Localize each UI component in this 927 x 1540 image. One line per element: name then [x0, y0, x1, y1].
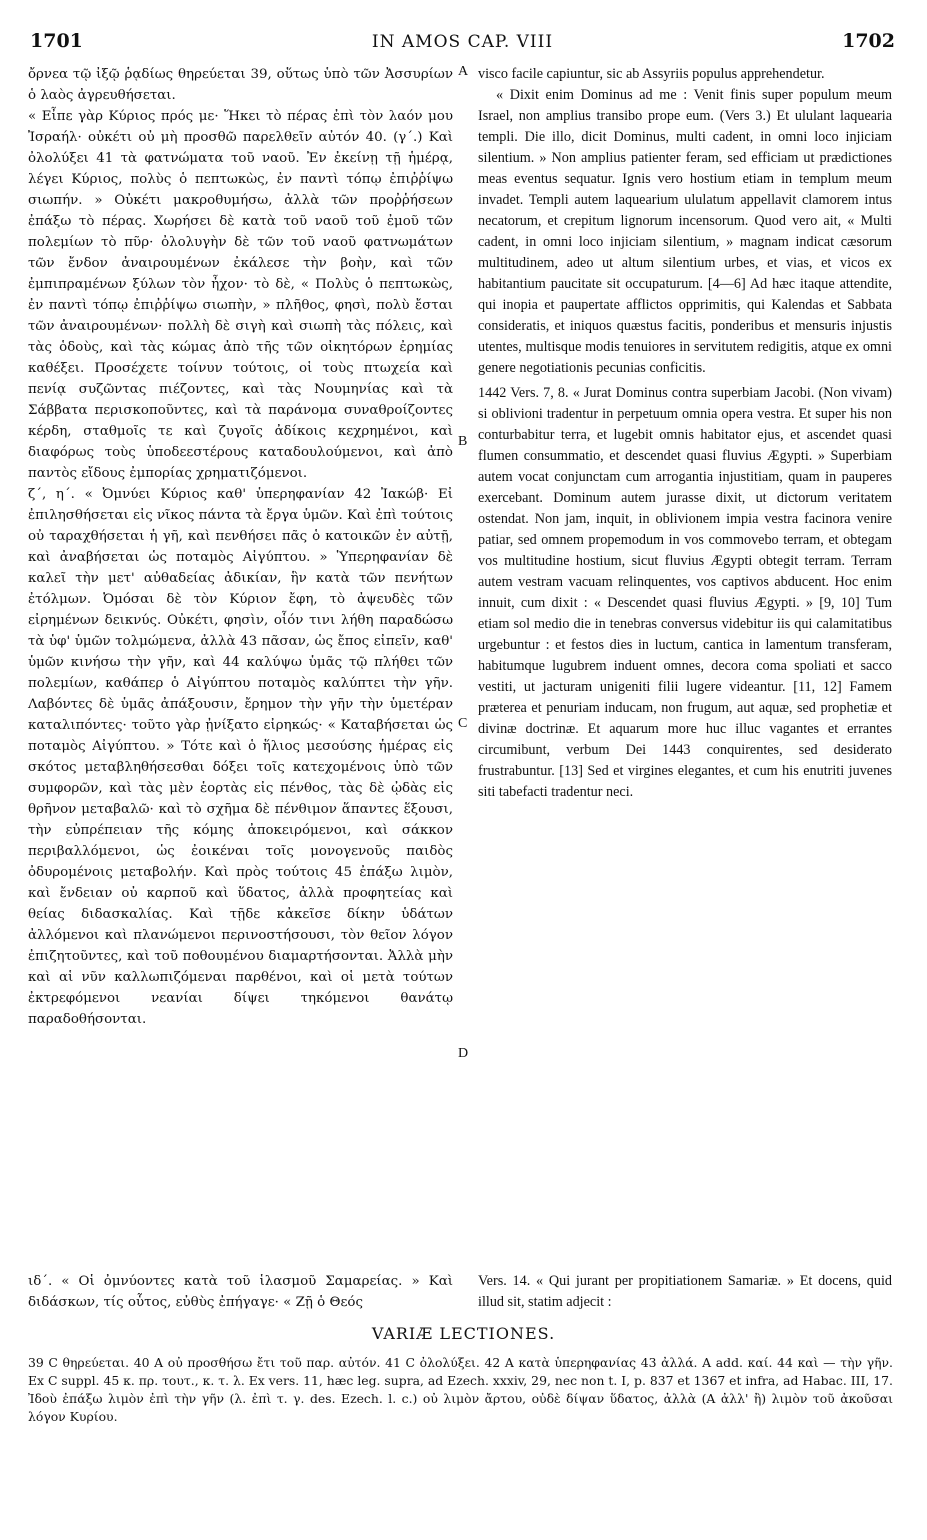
margin-letter-d: D [458, 1046, 469, 1061]
column-number-right: 1702 [842, 30, 895, 52]
latin-paragraph-2: « Dixit enim Dominus ad me : Venit finis super populum meum Israel, non amplius transibo prope eum. (Vers 3.) Et ululant laquearia templi. Die illo, dicit Dominus, multi cadent, in omni loco injiciam silentium. » Non amplius patienter feram, sed efficiam ut prædictiones meas eventus sequatur. Ignis vero hostium etiam in templum meum invadet. Templi autem laquearium ululatum appellavit clamorem intus necatorum, et crepitum lignorum incensorum. Quod vero ait, « Multi cadent, in omni loco injiciam silentium, » magnam indicat cæsorum multitudinem, adeo ut altum silentium urbes, et vias, et vicos ex habitantium paucitate sit occupaturum. [4—6] Ad hæc itaque attendite, qui inopia et paupertate afflictos opprimitis, qui Kalendas et Sabbata consideratis, et iniquos quæstus facitis, ponderibus et mensuris injustis utentes, multisque modis tenuiores in servitutem redigitis, atque ex omni genere negotiationis pecunias conficitis. [478, 87, 892, 376]
variae-lectiones-notes [28, 1354, 893, 1426]
greek-bottom-verse [28, 1271, 453, 1313]
column-number-left: 1701 [30, 30, 83, 52]
latin-bottom-text: Vers. 14. « Qui jurant per propitiationem Samariæ. » Et docens, quid illud sit, statim adjecit : [478, 1273, 892, 1310]
page-header [30, 30, 895, 60]
greek-paragraph-3: ζ΄, η΄. « Ὀμνύει Κύριος καθ' ὑπερηφανίαν 42 Ἰακώβ· Εἰ ἐπιλησθήσεται εἰς νῖκος πάντα τὰ ἔργα ὑμῶν. Καὶ ἐπὶ τούτοις οὐ ταραχθήσεται ἡ γῆ, καὶ πενθήσει πᾶς ὁ κατοικῶν ἐν αὐτῇ, καὶ ἀναβήσεται ὡς ποταμὸς Αἰγύπτου. » Ὑπερηφανίαν δὲ καλεῖ τὴν μετ' αὐθαδείας ἀδικίαν, ἣν κατὰ τῶν πενήτων ἐτόλμων. Ὀμόσαι δὲ τὸν Κύριον ἔφη, τὸ ἀψευδὲς τῶν εἰρημένων δεικνύς. Οὐκέτι, φησὶν, οἷόν τινι λήθη παραδώσω τὰ ὑφ' ὑμῶν τολμώμενα, ἀλλὰ 43 πᾶσαν, ὡς ἔπος εἰπεῖν, καθ' ὑμῶν κινήσω τὴν γῆν, καὶ 44 καλύψω ὑμᾶς τῷ πλήθει τῶν πολεμίων, καθάπερ ὁ Αἰγύπτου ποταμὸς καλύπτει τὴν γῆν. Λαβόντες δὲ ὑμᾶς ἀπάξουσιν, ἔρημον τὴν γῆν τὴν ὑμετέραν καταλιπόντες· τοῦτο γὰρ ᾐνίξατο εἰρηκώς· « Καταβήσεται ὡς ποταμὸς Αἰγύπτου. » Τότε καὶ ὁ ἥλιος μεσούσης ἡμέρας εἰς σκότος μεταβληθήσεσθαι δόξει τοῖς κατεχομένοις ὑπὸ τῶν συμφορῶν, καὶ τὰς μὲν ἑορτὰς εἰς πένθος, τὰς δὲ ᾠδὰς εἰς θρῆνον μεταβαλῶ· καὶ τὸ σχῆμα δὲ πένθιμον ἅπαντες ἕξουσι, τὴν εὐπρέπειαν τῆς κόμης ἀποκειρόμενοι, καὶ σάκκον περιβαλλόμενοι, ὡς ἐοικέναι τοῖς μονογενοῦς παιδὸς ὀδυρομένοις μεταβολήν. Καὶ πρὸς τούτοις 45 ἐπάξω λιμὸν, καὶ ἔνδειαν οὐ καρποῦ καὶ ὕδατος, ἀλλὰ προφητείας καὶ θείας διδασκαλίας. Καὶ τῇδε κἀκεῖσε δίκην ὑδάτων ἀλλόμενοι καὶ πλανώμενοι περινοστήσουσι, τὸν θεῖον λόγον ἐπιζητοῦντες, καὶ τοῦ ποθουμένου διαμαρτήσονται. Ἀλλὰ μὴν καὶ αἱ νῦν καλλωπιζόμεναι παρθένοι, καὶ οἱ μετὰ τούτων ἐκτρεφόμενοι νεανίαι δίψει τηκόμενοι θανάτῳ παραδοθήσονται. [28, 487, 453, 1027]
latin-paragraph-1: visco facile capiuntur, sic ab Assyriis populus apprehendetur. [478, 66, 825, 82]
greek-paragraph-2: « Εἶπε γὰρ Κύριος πρός με· Ἥκει τὸ πέρας ἐπὶ τὸν λαόν μου Ἰσραήλ· οὐκέτι οὐ μὴ προσθῶ παρελθεῖν αὐτόν 40. (γ΄.) Καὶ ὀλολύξει 41 τὰ φατνώματα τοῦ ναοῦ. Ἐν ἐκείνῃ τῇ ἡμέρᾳ, λέγει Κύριος, πολὺς ὁ πεπτωκὼς, ἐν παντὶ τόπῳ ἐπιῤῥίψω σιωπήν. » Οὐκέτι μακροθυμήσω, ἀλλὰ τῶν προῤῥήσεων ἐπάξω τὸ πέρας. Χωρήσει δὲ κατὰ τοῦ ναοῦ τοῦ ἐμοῦ τῶν πολεμίων τὸ πῦρ· ὀλολυγὴν δὲ τῶν τοῦ ναοῦ φατνωμάτων τῶν ἔνδον ἀναιρουμένων ἐκάλεσε τὴν βοὴν, καὶ τῶν ἐμπιπραμένων ξύλων τὸν ἦχον· τὸ δὲ, « Πολὺς ὁ πεπτωκὼς, ἐν παντὶ τόπῳ ἐπιῤῥίψω σιωπὴν, » πλῆθος, φησὶ, πολὺ ἔσται τῶν ἀναιρουμένων· πολλὴ δὲ σιγὴ καὶ σιωπὴ τὰς πόλεις, καὶ τὰς ὁδοὺς, καὶ τὰς κώμας ἀπὸ τῆς τῶν οἰκητόρων ἐρημίας καθέξει. Προσέχετε τοίνυν τούτοις, οἱ τοὺς πτωχεία καὶ πενίᾳ συζῶντας πιέζοντες, καὶ τὰς Νουμηνίας καὶ τὰ Σάββατα περισκοποῦντες, καὶ τὰ παράνομα συναθροίζοντες κέρδη, σταθμοῖς τε καὶ ζυγοῖς ἀδίκοις κεχρημένοι, καὶ διαφόρως τοὺς ὑποδεεστέρους καταδουλούμενοι, καὶ ἀπὸ παντὸς εἴδους ἐμπορίας χρηματιζόμενοι. [28, 109, 453, 481]
margin-letter-c: C [458, 716, 468, 731]
variae-lectiones-text: 39 C θηρεύεται. 40 A οὐ προσθήσω ἔτι τοῦ παρ. αὐτόν. 41 C ὀλολύξει. 42 A κατὰ ὑπερηφανίας 43 ἀλλά. A add. καί. 44 καὶ — τὴν γῆν. Ex C suppl. 45 κ. πρ. τουτ., κ. τ. λ. Ex vers. 11, hæc leg. supra, ad Ezech. xxxiv, 29, nec non t. I, p. 837 et 1367 et infra, ad Habac. III, 17. Ἰδοὺ ἐπάξω λιμὸν ἐπὶ τὴν γῆν (λ. ἐπὶ τ. γ. des. Ezech. l. c.) οὐ λιμὸν ἄρτου, οὐδὲ δίψαν ὕδατος, ἀλλὰ (A ἀλλ' ἢ) λιμὸν τοῦ ἀκοῦσαι λόγον Κυρίου. [28, 1355, 893, 1424]
greek-paragraph-1: ὄρνεα τῷ ἰξῷ ῥᾳδίως θηρεύεται 39, οὕτως ὑπὸ τῶν Ἀσσυρίων ὁ λαὸς ἀγρευθήσεται. [28, 67, 453, 103]
margin-letter-b: B [458, 434, 468, 449]
margin-letter-a: A [458, 64, 469, 79]
running-title: IN AMOS CAP. VIII [371, 32, 554, 52]
latin-column [478, 64, 892, 803]
latin-bottom-verse [478, 1271, 892, 1313]
variae-lectiones-title: VARIÆ LECTIONES. [371, 1324, 556, 1343]
greek-bottom-text: ιδ΄. « Οἱ ὀμνύοντες κατὰ τοῦ ἱλασμοῦ Σαμαρείας. » Καὶ διδάσκων, τίς οὗτος, εὐθὺς ἐπήγαγε· « Ζῇ ὁ Θεός [28, 1274, 453, 1310]
latin-paragraph-3: 1442 Vers. 7, 8. « Jurat Dominus contra superbiam Jacobi. (Non vivam) si oblivioni tradentur in perpetuum omnia opera vestra. Et super his non conturbabitur terra, et lugebit omnis habitator ejus, et ascendet quasi flumen consummatio, et descendet quasi fluvius Ægypti. » Superbiam autem vocat conjunctam cum arrogantia injustitiam, quam in pauperes exercebant. Dominum autem jurasse dixit, ut dictorum veritatem ostendat. Non jam, inquit, in oblivionem impia vestra facinora venire patiar, sed omnem propemodum in vos commovebo terram, et obtegam vos multitudine hostium, sicut fluvius Ægypti obtegit terram. Terram autem vestram vacuam relinquentes, vos captivos abducent. Hoc enim innuit, cum dixit : « Descendet quasi fluvius Ægypti. » [9, 10] Tum etiam sol medio die in tenebras conversus videbitur iis qui calamitatibus urgebuntur : et festos dies in luctum, cantica in lamentum transferam, habitumque lugubrem induent omnes, decora coma spoliati et sacco vestiti, ut jacturam unigeniti filii lugere videantur. [11, 12] Famem præterea et penuriam inducam, non frugum, aut aquæ, sed prophetiæ et divinæ doctrinæ. Et aquarum more huc illuc vagantes et errantes circumibunt, verbum Dei 1443 conquirentes, sed desiderato frustrabuntur. [13] Sed et virgines elegantes, et cum his enutriti juvenes siti tabefacti tradentur neci. [478, 385, 892, 800]
greek-column [28, 64, 453, 1030]
